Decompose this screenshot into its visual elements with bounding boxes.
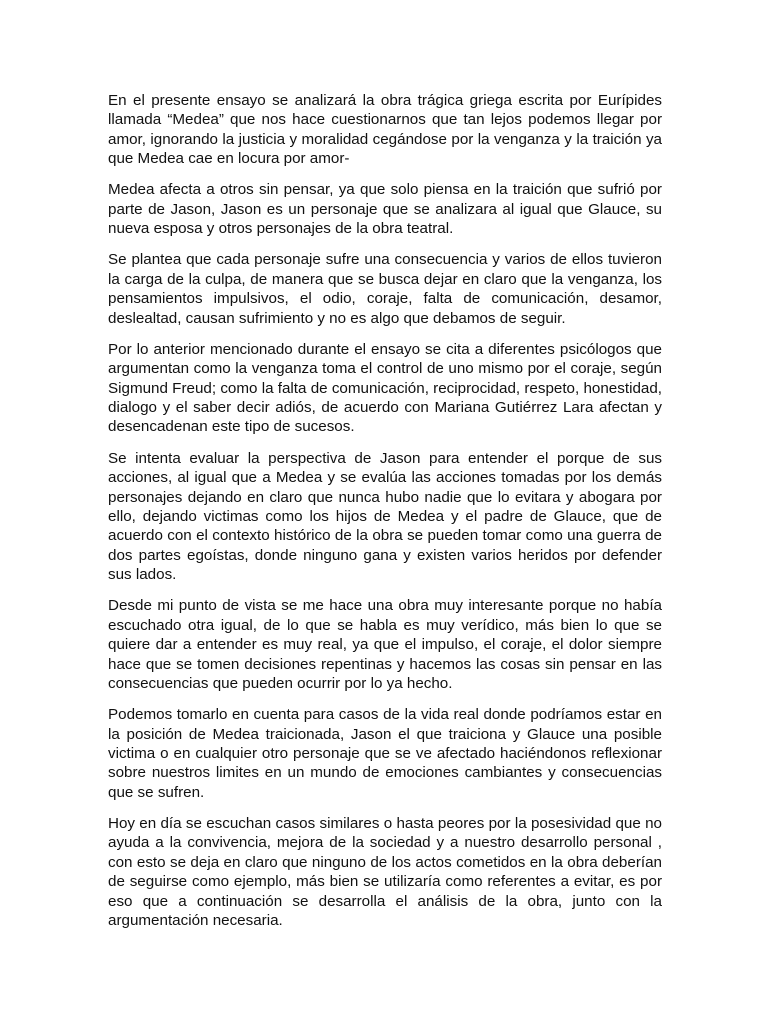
document-page bbox=[108, 91, 662, 942]
paragraph-psychologists: Por lo anterior mencionado durante el ensayo se cita a diferentes psicólogos que argumentan como la venganza toma el control de uno mismo por el coraje, según Sigmund Freud; como la falta de comunicación, reciprocidad, respeto, honestidad, dialogo y el saber decir adiós, de acuerdo con Mariana Gutiérrez Lara afectan y desencadenan este tipo de sucesos. bbox=[108, 340, 662, 436]
paragraph-introduction: En el presente ensayo se analizará la obra trágica griega escrita por Eurípides llamada “Medea” que nos hace cuestionarnos que tan lejos podemos llegar por amor, ignorando la justicia y moralidad cegándose por la venganza y la traición ya que Medea cae en locura por amor- bbox=[108, 92, 662, 168]
paragraph-consequences: Se plantea que cada personaje sufre una consecuencia y varios de ellos tuvieron la carga de la culpa, de manera que se busca dejar en claro que la venganza, los pensamientos impulsivos, el odio, coraje, falta de comunicación, desamor, deslealtad, causan sufrimiento y no es algo que debamos de seguir. bbox=[108, 251, 662, 327]
paragraph-medea-effects: Medea afecta a otros sin pensar, ya que solo piensa en la traición que sufrió por parte de Jason, Jason es un personaje que se analizara al igual que Glauce, su nueva esposa y otros personajes de la obra teatral. bbox=[108, 181, 662, 238]
paragraph-real-life: Podemos tomarlo en cuenta para casos de la vida real donde podríamos estar en la posición de Medea traicionada, Jason el que traiciona y Glauce una posible victima o en cualquier otro personaje que se ve afectado haciéndonos reflexionar sobre nuestros limites en un mundo de emociones cambiantes y consecuencias que se sufren. bbox=[108, 706, 662, 801]
paragraph-point-of-view: Desde mi punto de vista se me hace una obra muy interesante porque no había escuchado otra igual, de lo que se habla es muy verídico, más bien lo que se quiere dar a entender es muy real, ya que el impulso, el coraje, el dolor siempre hace que se tomen decisiones repentinas y hacemos las cosas sin pensar en las consecuencias que pueden ocurrir por lo ya hecho. bbox=[108, 597, 662, 692]
paragraph-jason-perspective: Se intenta evaluar la perspectiva de Jason para entender el porque de sus acciones, al igual que a Medea y se evalúa las acciones tomadas por los demás personajes dejando en claro que nunca hubo nadie que lo evitara y abogara por ello, dejando victimas como los hijos de Medea y el padre de Glauce, que de acuerdo con el contexto histórico de la obra se pueden tomar como una guerra de dos partes egoístas, donde ninguno gana y existen varios heridos por defender sus lados. bbox=[108, 449, 662, 584]
paragraph-conclusion: Hoy en día se escuchan casos similares o hasta peores por la posesividad que no ayuda a la convivencia, mejora de la sociedad y a nuestro desarrollo personal , con esto se deja en claro que ninguno de los actos cometidos en la obra deberían de seguirse como ejemplo, más bien se utilizaría como referentes a evitar, es por eso que a continuación se desarrolla el análisis de la obra, junto con la argumentación necesaria. bbox=[108, 814, 662, 930]
